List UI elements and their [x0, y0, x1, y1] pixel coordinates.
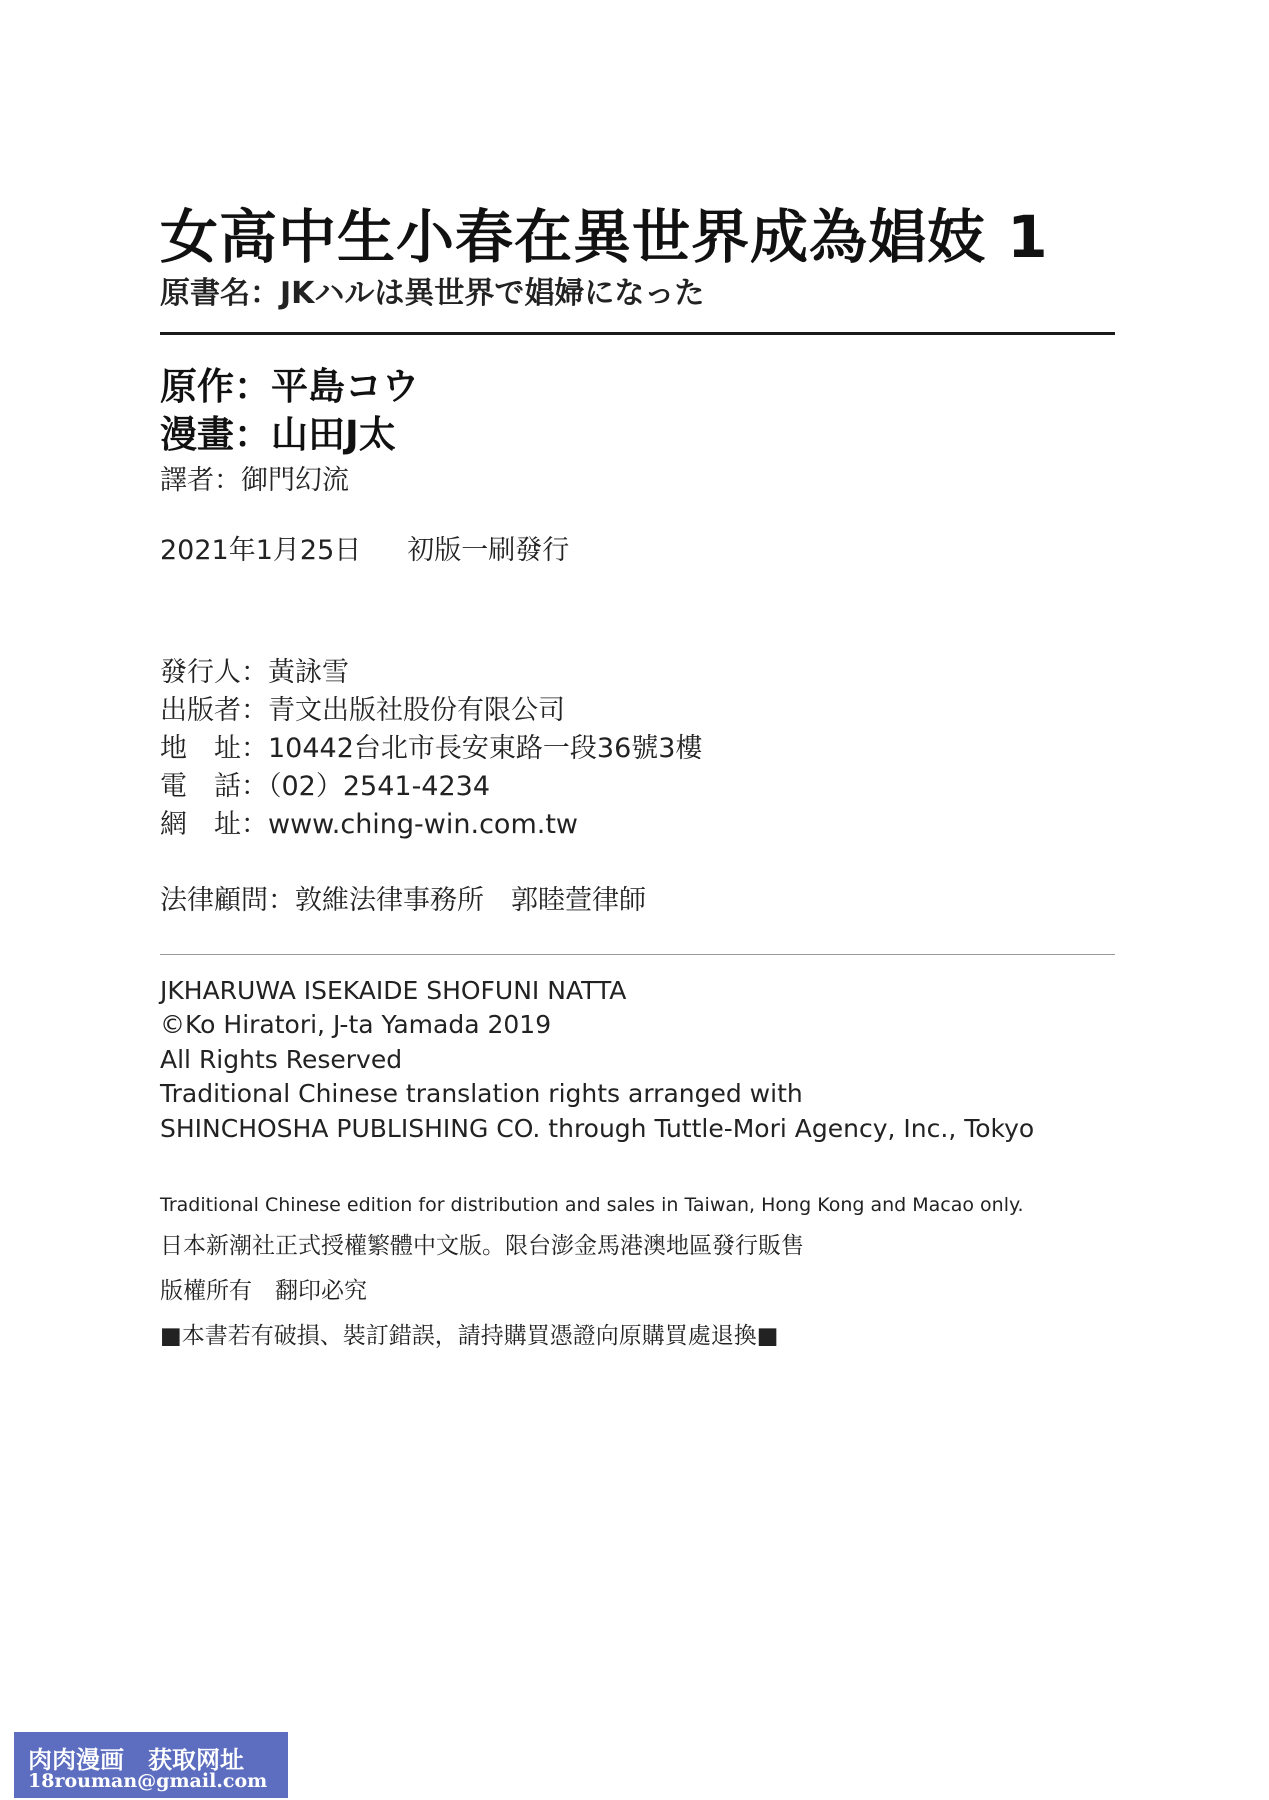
book-title: 女高中生小春在異世界成為娼妓 1: [160, 203, 1049, 271]
translator-credit: 譯者：御門幻流: [160, 465, 349, 496]
colophon-page: [160, 0, 1115, 1800]
publisher-line: 出版者：青文出版社股份有限公司: [160, 695, 565, 726]
distribution-chinese: 日本新潮社正式授權繁體中文版。限台澎金馬港澳地區發行販售: [160, 1233, 804, 1259]
watermark-line-1: 肉肉漫画 获取网址: [28, 1745, 244, 1774]
artist-credit: 漫畫：山田J太: [160, 413, 396, 456]
rights-line-3: All Rights Reserved: [160, 1045, 403, 1074]
website-line: 網 址：www.ching-win.com.tw: [160, 809, 578, 840]
rights-divider: [160, 954, 1115, 955]
copyright-notice: 版權所有 翻印必究: [160, 1278, 367, 1304]
watermark-badge: [14, 1732, 288, 1798]
legal-advisor-line: 法律顧問：敦維法律事務所 郭睦萱律師: [160, 885, 646, 916]
edition-date: 2021年1月25日: [160, 535, 362, 566]
rights-line-4: Traditional Chinese translation rights arranged with: [160, 1079, 803, 1108]
address-line: 地 址：10442台北市長安東路一段36號3樓: [160, 733, 703, 764]
edition-line: [160, 528, 569, 567]
author-credit: 原作：平島コウ: [160, 365, 419, 408]
phone-line: 電 話：（02）2541-4234: [160, 771, 491, 802]
issuer-line: 發行人：黃詠雪: [160, 657, 349, 688]
rights-line-1: JKHARUWA ISEKAIDE SHOFUNI NATTA: [160, 976, 627, 1005]
distribution-english: Traditional Chinese edition for distribution and sales in Taiwan, Hong Kong and Macao only.: [160, 1194, 1024, 1216]
title-divider: [160, 332, 1115, 335]
watermark-line-2: 18rouman@gmail.com: [28, 1770, 268, 1792]
return-notice: ■本書若有破損、裝訂錯誤，請持購買憑證向原購買處退換■: [160, 1323, 779, 1349]
rights-line-5: SHINCHOSHA PUBLISHING CO. through Tuttle-Mori Agency, Inc., Tokyo: [160, 1114, 1035, 1143]
rights-line-2: ©Ko Hiratori, J-ta Yamada 2019: [160, 1010, 552, 1039]
edition-printing: 初版一刷發行: [407, 535, 570, 566]
original-title: 原書名：JKハルは異世界で娼婦になった: [160, 276, 705, 311]
